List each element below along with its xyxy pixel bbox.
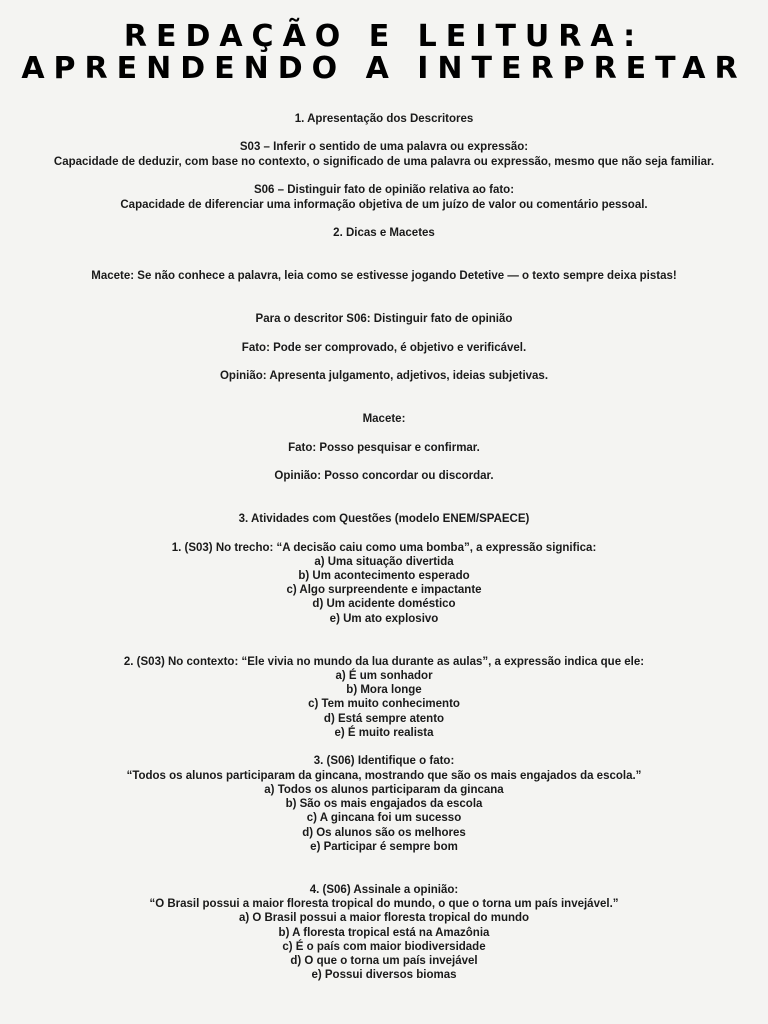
descriptor-s06-text: Capacidade de diferenciar uma informação objetiva de um juízo de valor ou comentário pessoal.	[120, 199, 648, 211]
question-3-quote: “Todos os alunos participaram da gincana, mostrando que são os mais engajados da escola.”	[126, 770, 642, 782]
question-1-option-b: b) Um acontecimento esperado	[298, 570, 470, 582]
section-heading-atividades: 3. Atividades com Questões (modelo ENEM/SPAECE)	[238, 513, 530, 525]
macete-opiniao: Opinião: Posso concordar ou discordar.	[274, 470, 494, 482]
question-4-option-d: d) O que o torna um país invejável	[290, 955, 478, 967]
macete-fato: Fato: Posso pesquisar e confirmar.	[288, 442, 480, 454]
macete-detetive: Macete: Se não conhece a palavra, leia como se estivesse jogando Detetive — o texto sempre deixa pistas!	[91, 270, 677, 282]
macete-label: Macete:	[362, 413, 406, 425]
descriptor-s03-text: Capacidade de deduzir, com base no contexto, o significado de uma palavra ou expressão, mesmo que não seja familiar.	[53, 156, 715, 168]
section-heading-dicas: 2. Dicas e Macetes	[333, 227, 435, 239]
document-title-line-1: REDAÇÃO E LEITURA:	[123, 19, 645, 54]
question-1-option-e: e) Um ato explosivo	[329, 613, 439, 625]
document-title-line-2: APRENDENDO A INTERPRETAR	[21, 51, 747, 86]
question-1-option-c: c) Algo surpreendente e impactante	[286, 584, 482, 596]
question-4-stem: 4. (S06) Assinale a opinião:	[309, 884, 459, 896]
question-2-stem: 2. (S03) No contexto: “Ele vivia no mundo da lua durante as aulas”, a expressão indica que ele:	[123, 656, 645, 668]
question-2-option-b: b) Mora longe	[346, 684, 422, 696]
question-2-option-a: a) É um sonhador	[335, 670, 433, 682]
s06-tip-heading: Para o descritor S06: Distinguir fato de opinião	[255, 313, 513, 325]
question-4-option-a: a) O Brasil possui a maior floresta tropical do mundo	[238, 912, 530, 924]
question-4-option-c: c) É o país com maior biodiversidade	[282, 941, 486, 953]
question-2-option-c: c) Tem muito conhecimento	[308, 698, 460, 710]
question-3-option-a: a) Todos os alunos participaram da gincana	[264, 784, 504, 796]
question-4-option-e: e) Possui diversos biomas	[311, 969, 457, 981]
descriptor-s06-heading: S06 – Distinguir fato de opinião relativa ao fato:	[253, 184, 515, 196]
section-heading-descritores: 1. Apresentação dos Descritores	[294, 113, 474, 125]
question-1-option-d: d) Um acidente doméstico	[312, 598, 456, 610]
question-3-option-b: b) São os mais engajados da escola	[285, 798, 483, 810]
question-2-option-e: e) É muito realista	[334, 727, 434, 739]
descriptor-s03-heading: S03 – Inferir o sentido de uma palavra ou expressão:	[239, 141, 529, 153]
question-3-option-c: c) A gincana foi um sucesso	[306, 812, 462, 824]
question-1-stem: 1. (S03) No trecho: “A decisão caiu como uma bomba”, a expressão significa:	[171, 542, 597, 554]
question-3-option-e: e) Participar é sempre bom	[310, 841, 458, 853]
question-2-option-d: d) Está sempre atento	[323, 713, 445, 725]
fato-definition: Fato: Pode ser comprovado, é objetivo e verificável.	[241, 342, 527, 354]
question-4-option-b: b) A floresta tropical está na Amazônia	[278, 927, 490, 939]
question-3-stem: 3. (S06) Identifique o fato:	[313, 755, 455, 767]
question-4-quote: “O Brasil possui a maior floresta tropical do mundo, o que o torna um país invejável.”	[149, 898, 619, 910]
opiniao-definition: Opinião: Apresenta julgamento, adjetivos, ideias subjetivas.	[219, 370, 549, 382]
question-3-option-d: d) Os alunos são os melhores	[302, 827, 466, 839]
question-1-option-a: a) Uma situação divertida	[314, 556, 454, 568]
